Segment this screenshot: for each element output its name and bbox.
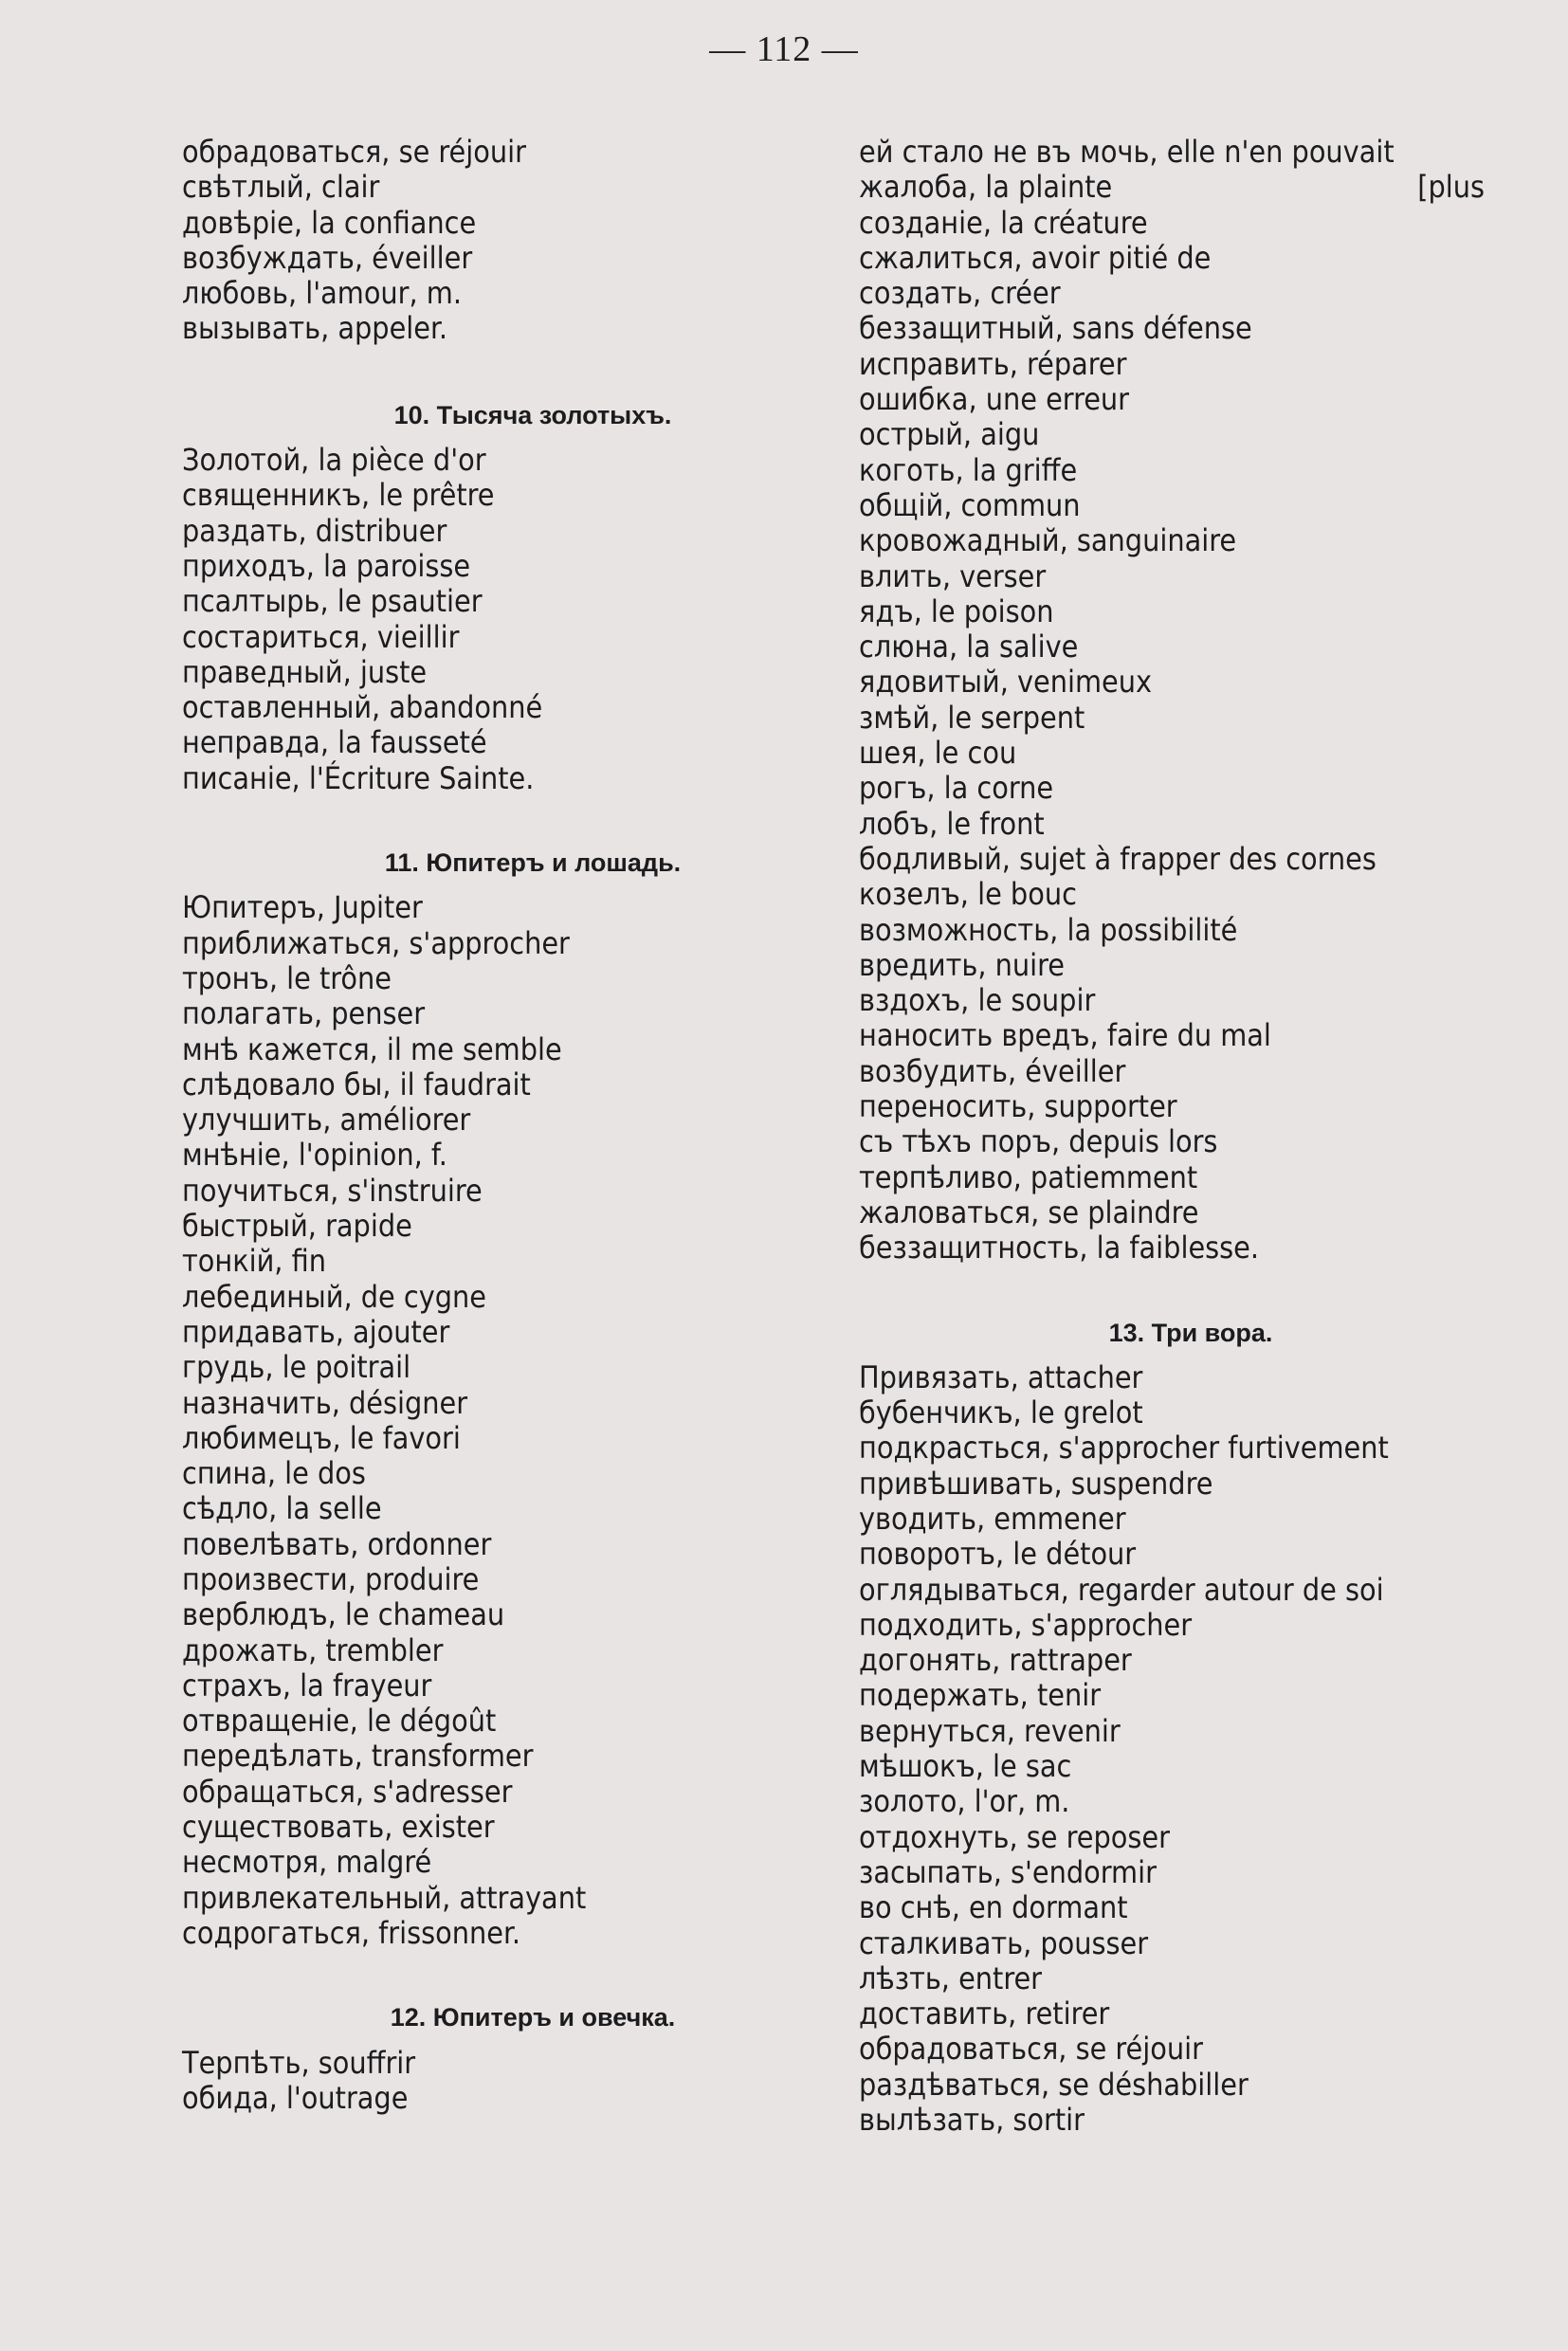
- vocab-entry: лѣзть, entrer: [859, 1959, 1042, 1996]
- vocab-entry: вызывать, appeler.: [182, 310, 448, 347]
- vocab-entry: коготь, la griffe: [859, 451, 1078, 488]
- vocab-entry: [859, 170, 1485, 205]
- vocab-entry: козелъ, le bouc: [859, 876, 1077, 913]
- vocab-entry: острый, aigu: [859, 416, 1040, 453]
- vocab-entry: лобъ, le front: [859, 805, 1045, 842]
- section-heading: 11. Юпитеръ и лошадь.: [384, 848, 682, 878]
- vocab-list-section-11: [182, 890, 846, 1951]
- vocab-entry: созданіе, la créature: [859, 204, 1148, 241]
- vocab-entry: довѣріе, la confiance: [182, 204, 477, 241]
- vocab-block-continued: [859, 135, 1485, 1267]
- vocab-entry: исправить, réparer: [859, 345, 1127, 382]
- vocab-entry: съ тѣхъ поръ, depuis lors: [859, 1123, 1218, 1160]
- vocab-entry: создать, créer: [859, 275, 1061, 312]
- vocab-entry: сталкивать, pousser: [859, 1924, 1149, 1961]
- vocab-entry: змѣй, le serpent: [859, 699, 1085, 736]
- page-number: — 112 —: [709, 29, 859, 69]
- vocab-entry: назначить, désigner: [182, 1384, 468, 1421]
- vocab-entry: тронъ, le trône: [182, 959, 392, 996]
- vocab-entry: влить, verser: [859, 557, 1047, 594]
- vocab-entry: беззащитность, la faiblesse.: [859, 1230, 1260, 1267]
- vocab-entry: Юпитеръ, Jupiter: [182, 889, 423, 926]
- vocab-entry: Золотой, la pièce d'or: [182, 442, 486, 479]
- vocab-entry: жаловаться, se plaindre: [859, 1194, 1199, 1230]
- vocab-entry: придавать, ajouter: [182, 1313, 450, 1350]
- vocab-entry: раздѣваться, se déshabiller: [859, 2066, 1249, 2103]
- vocab-list-section-10: [182, 443, 846, 796]
- vocab-entry: улучшить, améliorer: [182, 1102, 471, 1139]
- vocab-entry: рогъ, la corne: [859, 770, 1054, 807]
- vocab-entry: существовать, exister: [182, 1809, 495, 1846]
- section-heading: 13. Три вора.: [1108, 1318, 1273, 1347]
- vocab-entry: золото, l'or, m.: [859, 1783, 1070, 1820]
- vocab-entry: сѣдло, la selle: [182, 1490, 382, 1527]
- vocab-block-continued: [182, 135, 846, 347]
- vocab-entry: мнѣніе, l'opinion, f.: [182, 1137, 447, 1174]
- vocab-entry: Терпѣть, souffrir: [182, 2044, 416, 2081]
- vocab-entry: священникъ, le prêtre: [182, 477, 495, 514]
- vocab-entry: писаніе, l'Écriture Sainte.: [182, 759, 535, 796]
- vocab-entry: терпѣливо, patiemment: [859, 1158, 1198, 1195]
- vocab-entry: подкрасться, s'approcher furtivement: [859, 1430, 1389, 1467]
- vocab-entry: приходъ, la paroisse: [182, 547, 471, 584]
- vocab-entry: произвести, produire: [182, 1560, 480, 1597]
- vocab-entry: обрадоваться, se réjouir: [182, 134, 526, 170]
- section-heading: 10. Тысяча золотыхъ.: [393, 400, 672, 429]
- vocab-entry: передѣлать, transformer: [182, 1738, 534, 1775]
- vocab-entry: тонкій, fin: [182, 1243, 326, 1280]
- vocab-entry: слюна, la salive: [859, 629, 1079, 665]
- vocab-entry: праведный, juste: [182, 653, 428, 690]
- vocab-entry: беззащитный, sans défense: [859, 310, 1252, 347]
- vocab-entry: вернуться, revenir: [859, 1712, 1121, 1749]
- vocab-entry: отвращеніе, le dégoût: [182, 1703, 497, 1740]
- vocab-entry: свѣтлый, clair: [182, 169, 380, 206]
- right-column: [859, 135, 1485, 2138]
- vocab-entry: во снѣ, en dormant: [859, 1889, 1128, 1926]
- vocab-entry: повелѣвать, ordonner: [182, 1525, 492, 1562]
- vocab-entry: ошибка, une erreur: [859, 381, 1129, 418]
- vocab-list-section-13: [859, 1360, 1485, 2139]
- vocab-entry: вылѣзать, sortir: [859, 2102, 1085, 2139]
- vocab-entry: неправда, la fausseté: [182, 724, 487, 761]
- vocab-entry: псалтырь, le psautier: [182, 583, 483, 620]
- vocab-entry: подходить, s'approcher: [859, 1606, 1193, 1643]
- vocab-entry: содрогаться, frissonner.: [182, 1914, 520, 1951]
- vocab-list-section-12: [182, 2046, 846, 2117]
- vocab-entry: привлекательный, attrayant: [182, 1879, 587, 1916]
- vocab-entry: подержать, tenir: [859, 1677, 1102, 1714]
- vocab-entry: спина, le dos: [182, 1455, 366, 1492]
- vocab-entry: шея, le cou: [859, 735, 1017, 772]
- vocab-entry: быстрый, rapide: [182, 1208, 412, 1245]
- line-continuation-bracket: [plus: [1417, 169, 1485, 206]
- vocab-entry: бубенчикъ, le grelot: [859, 1394, 1143, 1431]
- vocab-entry: лебединый, de cygne: [182, 1278, 486, 1315]
- vocab-entry: общій, commun: [859, 486, 1081, 523]
- vocab-entry: ядъ, le poison: [859, 592, 1054, 629]
- vocab-entry: возбудить, éveiller: [859, 1052, 1126, 1089]
- vocab-entry: Привязать, attacher: [859, 1358, 1143, 1395]
- vocab-entry: обрадоваться, se réjouir: [859, 2031, 1203, 2068]
- vocab-entry: любовь, l'amour, m.: [182, 275, 462, 312]
- vocab-entry: ядовитый, venimeux: [859, 664, 1153, 701]
- vocab-entry-text: жалоба, la plainte: [859, 169, 1113, 206]
- vocab-entry: догонять, rattraper: [859, 1642, 1132, 1679]
- vocab-entry: кровожадный, sanguinaire: [859, 522, 1237, 559]
- vocab-entry: приближаться, s'approcher: [182, 924, 570, 961]
- vocab-entry: доставить, retirer: [859, 1996, 1110, 2032]
- vocab-entry: возбуждать, éveiller: [182, 239, 473, 276]
- vocab-entry: наносить вредъ, faire du mal: [859, 1017, 1271, 1054]
- vocab-entry: слѣдовало бы, il faudrait: [182, 1066, 531, 1103]
- vocab-entry: страхъ, la frayeur: [182, 1667, 432, 1704]
- vocab-entry: отдохнуть, se reposer: [859, 1818, 1170, 1855]
- vocab-entry: вздохъ, le soupir: [859, 982, 1096, 1019]
- vocab-entry: обращаться, s'adresser: [182, 1773, 513, 1810]
- vocab-entry: мѣшокъ, le sac: [859, 1748, 1072, 1785]
- vocab-entry: поучиться, s'instruire: [182, 1172, 483, 1209]
- vocab-entry: несмотря, malgré: [182, 1844, 432, 1881]
- vocab-entry: верблюдъ, le chameau: [182, 1596, 505, 1633]
- vocab-entry: уводить, emmener: [859, 1500, 1126, 1537]
- vocab-entry: мнѣ кажется, il me semble: [182, 1030, 562, 1067]
- vocab-entry: состариться, vieillir: [182, 618, 460, 655]
- vocab-entry: сжалиться, avoir pitié de: [859, 239, 1212, 276]
- vocab-entry: вредить, nuire: [859, 946, 1065, 983]
- vocab-entry: любимецъ, le favori: [182, 1419, 461, 1456]
- vocab-entry: оглядываться, regarder autour de soi: [859, 1571, 1384, 1608]
- vocab-entry: грудь, le poitrail: [182, 1349, 411, 1386]
- vocab-entry: ей стало не въ мочь, elle n'en pouvait: [859, 134, 1395, 170]
- vocab-entry: обида, l'outrage: [182, 2079, 409, 2116]
- vocab-entry: засыпать, s'endormir: [859, 1853, 1157, 1890]
- left-column: [182, 135, 846, 2116]
- vocab-entry: полагать, penser: [182, 995, 426, 1032]
- vocab-entry: оставленный, abandonné: [182, 689, 543, 726]
- vocab-entry: дрожать, trembler: [182, 1631, 444, 1668]
- section-heading: 12. Юпитеръ и овечка.: [390, 2003, 676, 2032]
- vocab-entry: поворотъ, le détour: [859, 1536, 1137, 1573]
- vocab-entry: раздать, distribuer: [182, 512, 447, 549]
- vocab-entry: бодливый, sujet à frapper des cornes: [859, 840, 1377, 877]
- vocab-entry: возможность, la possibilité: [859, 911, 1238, 948]
- vocab-entry: привѣшивать, suspendre: [859, 1465, 1213, 1502]
- vocab-entry: переносить, supporter: [859, 1088, 1177, 1125]
